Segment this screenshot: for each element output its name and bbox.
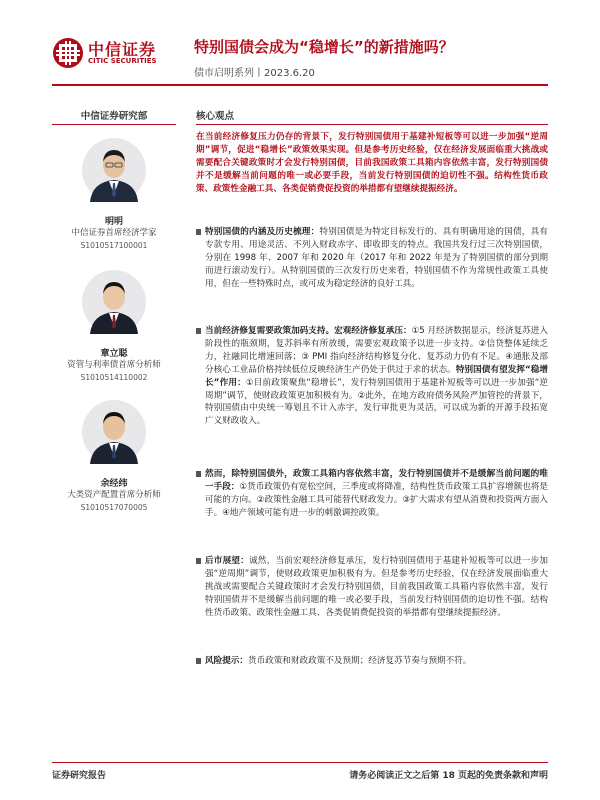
header-divider bbox=[52, 84, 548, 86]
analyst-license-id: S1010517100001 bbox=[80, 241, 148, 250]
point-lead: 当前经济修复需要政策加码支持。宏观经济修复承压： bbox=[205, 326, 412, 336]
point-text: 特别国债是为特定目标发行的、具有明确用途的国债，具有专款专用、用途灵活、不列入财政赤字、即收即支的特点。我国共发行过三次特别国债，分别在 1998 年、2007 年和 2020 年（2017 年和 2022 年是为了特别国债的部分到期而进行滚动发行）。从特别国债的三次发行历史来看，特别国债不作为常规性政策工具使用，但在一些特殊时点，或可成为稳定经济的良好工具。 bbox=[205, 227, 548, 289]
sidebar-heading: 中信证券研究部 bbox=[80, 111, 148, 122]
bullet-square-icon bbox=[196, 558, 201, 564]
key-point bbox=[196, 226, 548, 291]
summary-paragraph: 在当前经济修复压力仍存的背景下，发行特别国债用于基建补短板等可以进一步加强“逆周期”调节，促进“稳增长”政策效果实现。但是参考历史经验，仅在经济发展面临重大挑战或需要配合关键政策时才会发行特别国债，目前我国政策工具箱内容依然丰富，发行特别国债并不是缓解当前问题的唯一或必要手段，当前发行特别国债的迫切性不强。结构性货币政策、政策性金融工具、各类促销费促投资的举措都有望继续提振经济。 bbox=[196, 132, 548, 194]
point-text: ①5 月经济数据显示，经济复苏进入阶段性的瓶颈期，复苏斜率有所放缓，需要宏观政策予以进一步支持。②信贷整体延续乏力，社融同比增速回落；③ PMI 指向经济结构修复分化、复苏动力仍有不足。④通胀及部分核心工业品价格持续低位反映经济生产仍处于供过于求的状态。 bbox=[205, 326, 548, 375]
analyst-license-id: S1010517070005 bbox=[80, 503, 148, 512]
citic-logo-mark-icon bbox=[52, 37, 84, 69]
report-title: 特别国债会成为“稳增长”的新措施吗？ bbox=[194, 38, 454, 56]
analyst-title: 资管与利率债首席分析师 bbox=[67, 360, 161, 370]
bullet-square-icon bbox=[196, 328, 201, 334]
key-point bbox=[196, 655, 548, 668]
bullet-square-icon bbox=[196, 658, 201, 664]
point-text: 诚然，当前宏观经济修复承压，发行特别国债用于基建补短板等可以进一步加强“逆周期”调节，使财政政策更加积极有为。但是参考历史经验，仅在经济发展面临重大挑战或需要配合关键政策时才会发行特别国债，目前我国政策工具箱内容依然丰富，发行特别国债并不是缓解当前问题的唯一或必要手段，当前发行特别国债的迫切性不强。结构性货币政策、政策性金融工具、各类促销费促投资的举措都有望继续提振经济。 bbox=[205, 556, 548, 618]
bullet-square-icon bbox=[196, 229, 201, 235]
point-lead: 然而，除特别国债外，政策工具箱内容依然丰富，发行特别国债并不是缓解当前问题的唯一手段： bbox=[205, 469, 548, 492]
analyst-card bbox=[52, 138, 176, 250]
bullet-square-icon bbox=[196, 471, 201, 477]
analyst-card bbox=[52, 400, 176, 512]
point-lead: 风险提示： bbox=[205, 656, 248, 666]
report-series-date: 债市启明系列丨2023.6.20 bbox=[194, 68, 315, 79]
analyst-photo bbox=[82, 400, 146, 464]
brand-name-cn: 中信证券 bbox=[88, 40, 157, 59]
point-text: 货币政策和财政政策不及预期；经济复苏节奏与预期不符。 bbox=[247, 656, 472, 666]
analyst-license-id: S1010514110002 bbox=[80, 373, 148, 382]
point-text-secondary: ①目前政策聚焦“稳增长”，发行特别国债用于基建补短板等可以进一步加强“逆周期”调节，使财政政策更加积极有为。②此外，在地方政府债务风险严加管控的背景下，特别国债由中央统一筹划且不计入赤字，发行审批更为灵活，可以成为新的开源手段拓宽广义财政收入。 bbox=[205, 377, 548, 427]
key-point bbox=[196, 555, 548, 620]
point-lead: 后市展望： bbox=[205, 556, 249, 566]
analyst-photo bbox=[82, 138, 146, 202]
point-text: ①货币政策仍有宽松空间，三季度或将降准，结构性货币政策工具扩容增额也将是可能的方向。②政策性金融工具可能替代财政发力。③扩大需求有望从消费和投资两方面入手。④地产领域可能有进一步的刺激调控政策。 bbox=[205, 481, 548, 518]
analyst-title: 中信证券首席经济学家 bbox=[71, 228, 157, 238]
point-lead: 特别国债的内涵及历史梳理： bbox=[205, 227, 320, 237]
analyst-card bbox=[52, 270, 176, 382]
footer-divider bbox=[52, 762, 548, 763]
key-point bbox=[196, 325, 548, 428]
analyst-photo bbox=[82, 270, 146, 334]
footer-disclaimer-note: 请务必阅读正文之后第 18 页起的免责条款和声明 bbox=[349, 771, 548, 781]
analyst-title: 大类资产配置首席分析师 bbox=[67, 490, 161, 500]
core-views-heading: 核心观点 bbox=[196, 111, 235, 122]
analyst-name: 章立聪 bbox=[100, 349, 128, 359]
brand-name-en: CITIC SECURITIES bbox=[88, 57, 157, 65]
analyst-name: 余经纬 bbox=[100, 479, 128, 489]
key-point bbox=[196, 468, 548, 520]
main-divider bbox=[196, 124, 548, 125]
footer-report-type: 证券研究报告 bbox=[52, 771, 107, 781]
citic-logo bbox=[52, 33, 192, 73]
point-lead-secondary: 特别国债有望发挥“稳增长”作用： bbox=[205, 364, 548, 388]
analyst-name: 明明 bbox=[104, 217, 123, 227]
sidebar-divider bbox=[52, 124, 176, 125]
